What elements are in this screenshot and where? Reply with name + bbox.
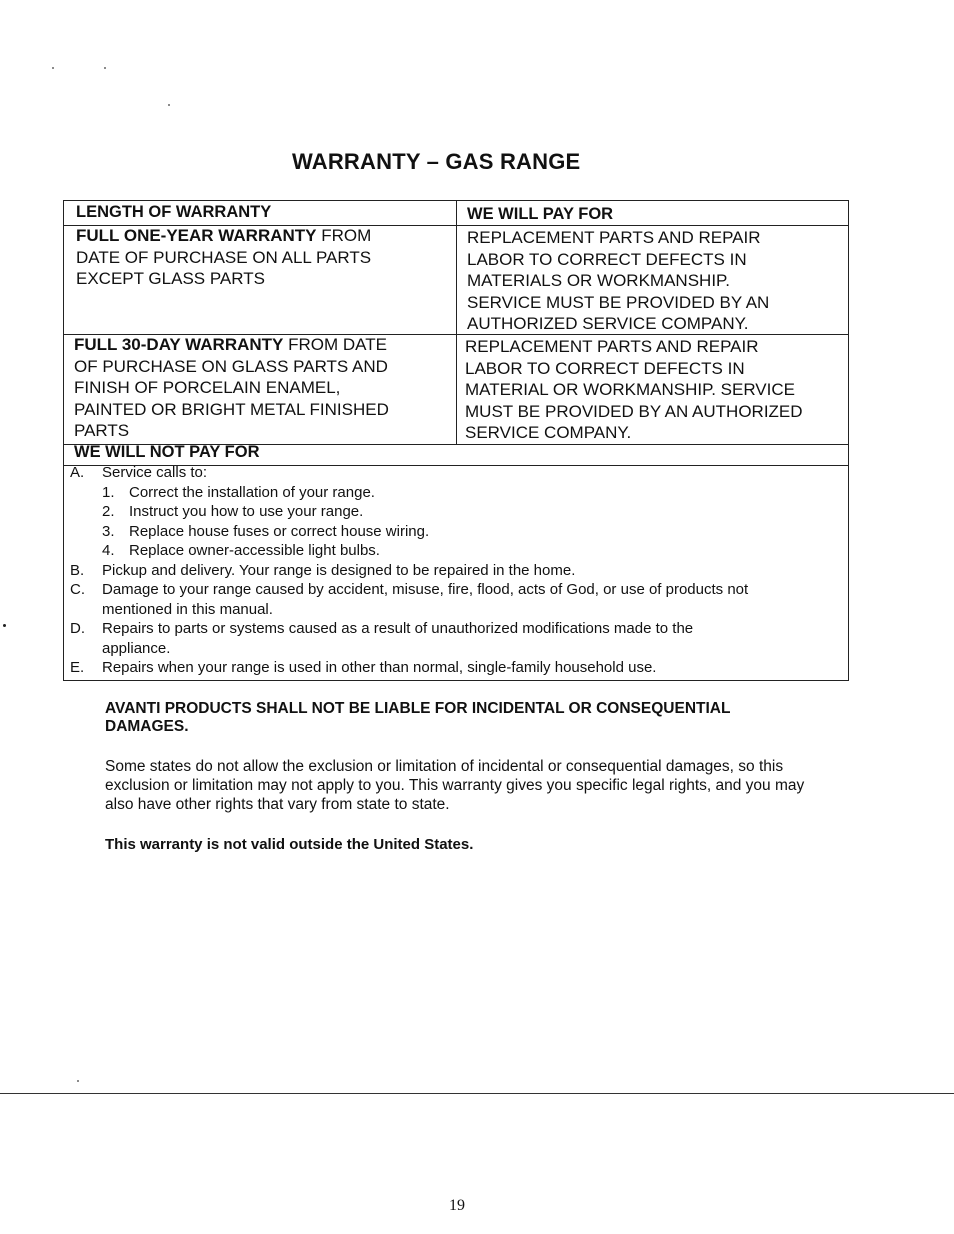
scan-speck xyxy=(104,67,106,69)
list-marker: 3. xyxy=(102,522,115,540)
list-marker: A. xyxy=(70,464,85,481)
row1-warranty-term: FULL ONE-YEAR WARRANTY xyxy=(76,226,317,245)
row2-length-line: FINISH OF PORCELAIN ENAMEL, xyxy=(74,378,341,397)
list-item-text: Damage to your range caused by accident, misuse, fire, flood, acts of God, or use of products not xyxy=(102,581,749,598)
page-number: 19 xyxy=(449,1197,465,1214)
row2-pay-line: SERVICE COMPANY. xyxy=(465,423,632,442)
list-item xyxy=(70,463,846,483)
row2-length-first-line xyxy=(74,334,454,356)
list-item-text: mentioned in this manual. xyxy=(102,600,273,618)
row1-length-line: DATE OF PURCHASE ON ALL PARTS xyxy=(76,247,372,267)
table-column-divider xyxy=(456,201,457,444)
list-marker: C. xyxy=(70,581,85,598)
validity-note: This warranty is not valid outside the United States. xyxy=(105,836,474,853)
list-item-text: Repairs when your range is used in other than normal, single-family household use. xyxy=(102,659,657,676)
column-header-pay: WE WILL PAY FOR xyxy=(467,205,614,223)
list-item xyxy=(70,639,846,659)
row1-length-first-line xyxy=(76,225,452,247)
scan-speck xyxy=(77,1080,79,1082)
list-item xyxy=(70,541,846,561)
states-paragraph: Some states do not allow the exclusion or limitation of incidental or consequential damages, so this exclusion or limitation may not apply to you. This warranty gives you specific legal rights, and you may also have other rights that vary from state to state. xyxy=(105,758,805,813)
list-item xyxy=(70,483,846,503)
row2-length-line: OF PURCHASE ON GLASS PARTS AND xyxy=(74,356,388,376)
row1-pay-line: MATERIALS OR WORKMANSHIP. xyxy=(467,271,730,290)
list-marker: 4. xyxy=(102,542,115,559)
row1-pay-line: REPLACEMENT PARTS AND REPAIR xyxy=(467,228,761,247)
footer-rule xyxy=(0,1093,954,1094)
list-item xyxy=(70,561,846,581)
column-header-length: LENGTH OF WARRANTY xyxy=(76,203,272,221)
row1-length-cell xyxy=(76,225,452,290)
list-item xyxy=(70,580,846,600)
list-item-text: Replace owner-accessible light bulbs. xyxy=(129,542,380,559)
list-item-text: Replace house fuses or correct house wiring. xyxy=(129,522,430,540)
page-title: WARRANTY – GAS RANGE xyxy=(292,149,581,174)
row2-length-line: PARTS xyxy=(74,421,130,440)
list-marker: 2. xyxy=(102,503,115,520)
row1-length-line: EXCEPT GLASS PARTS xyxy=(76,269,265,288)
list-item-text: Instruct you how to use your range. xyxy=(129,503,364,520)
liability-notice: AVANTI PRODUCTS SHALL NOT BE LIABLE FOR INCIDENTAL OR CONSEQUENTIAL DAMAGES. xyxy=(105,700,731,735)
list-marker: B. xyxy=(70,561,85,579)
list-item xyxy=(70,600,846,620)
row1-pay-cell xyxy=(467,227,847,335)
list-item-text: appliance. xyxy=(102,639,171,657)
list-marker: E. xyxy=(70,659,85,676)
row2-length-first-rest: FROM DATE xyxy=(283,335,387,354)
row2-length-cell xyxy=(74,334,454,442)
scan-speck xyxy=(168,104,170,106)
row1-pay-line: AUTHORIZED SERVICE COMPANY. xyxy=(467,314,749,333)
row2-pay-cell xyxy=(465,336,847,444)
row1-pay-line: LABOR TO CORRECT DEFECTS IN xyxy=(467,249,747,269)
list-item xyxy=(70,502,846,522)
row1-pay-line: SERVICE MUST BE PROVIDED BY AN xyxy=(467,292,770,312)
row2-length-line: PAINTED OR BRIGHT METAL FINISHED xyxy=(74,399,389,419)
list-marker: D. xyxy=(70,620,85,637)
list-item xyxy=(70,658,846,678)
row2-pay-line: MUST BE PROVIDED BY AN AUTHORIZED xyxy=(465,401,803,421)
list-item-text: Correct the installation of your range. xyxy=(129,483,375,501)
list-item xyxy=(70,619,846,639)
scan-speck xyxy=(3,624,6,627)
row2-pay-line: MATERIAL OR WORKMANSHIP. SERVICE xyxy=(465,380,795,399)
list-item-text: Repairs to parts or systems caused as a result of unauthorized modifications made to the xyxy=(102,620,694,637)
row2-warranty-term: FULL 30-DAY WARRANTY xyxy=(74,335,284,354)
row2-pay-line: LABOR TO CORRECT DEFECTS IN xyxy=(465,358,745,378)
scan-speck xyxy=(52,67,54,69)
list-item xyxy=(70,522,846,542)
row1-length-first-rest: FROM xyxy=(316,226,372,245)
not-pay-header: WE WILL NOT PAY FOR xyxy=(74,443,260,461)
list-marker: 1. xyxy=(102,483,115,501)
list-item-text: Pickup and delivery. Your range is designed to be repaired in the home. xyxy=(102,561,576,579)
list-item-text: Service calls to: xyxy=(102,464,208,481)
not-pay-list xyxy=(70,463,846,678)
row2-pay-line: REPLACEMENT PARTS AND REPAIR xyxy=(465,337,759,356)
warranty-table xyxy=(63,200,849,681)
